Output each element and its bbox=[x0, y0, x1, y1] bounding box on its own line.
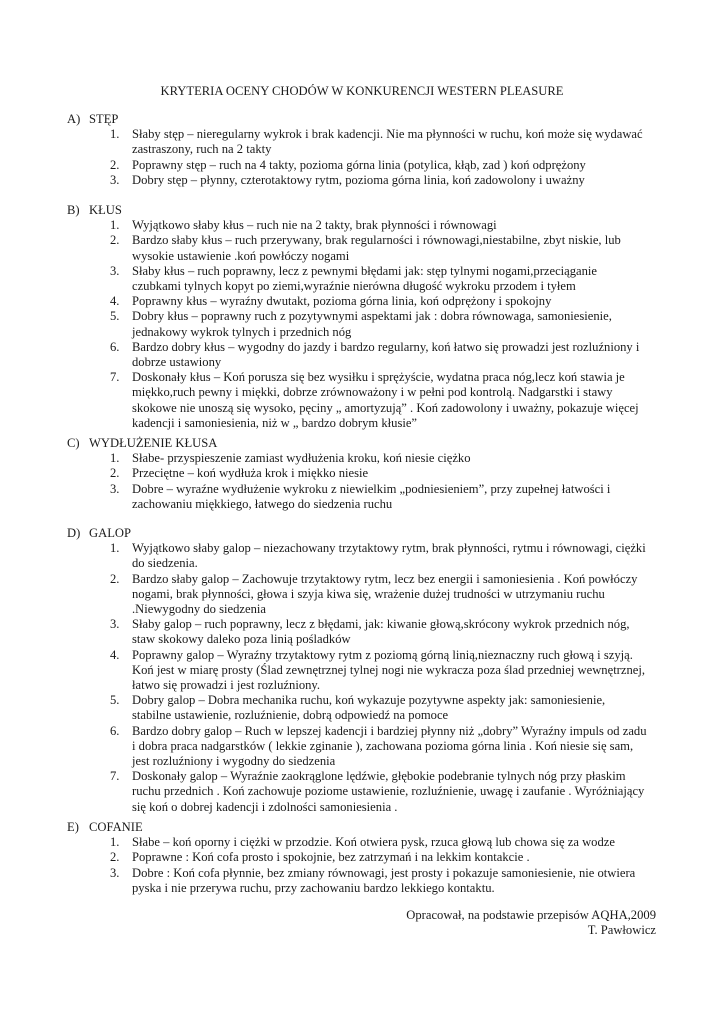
section-title: KŁUS bbox=[89, 203, 122, 217]
section-letter: E) bbox=[67, 820, 79, 834]
item-number: 4. bbox=[110, 647, 120, 662]
item-text-line: zastraszony, ruch na 2 takty bbox=[132, 142, 272, 157]
item-number: 3. bbox=[110, 481, 120, 496]
item-number: 5. bbox=[110, 693, 120, 708]
item-text-line: wysokie ustawienie .koń powłóczy nogami bbox=[132, 248, 350, 263]
item-number: 2. bbox=[110, 466, 120, 481]
page-title: KRYTERIA OCENY CHODÓW W KONKURENCJI WESTERN PLEASURE bbox=[160, 84, 564, 98]
list-item bbox=[67, 158, 667, 173]
item-number: 2. bbox=[110, 571, 120, 586]
item-text-line: Bardzo słaby kłus – ruch przerywany, brak regularności i równowagi,niestabilne, zbyt niskie, lub bbox=[132, 233, 621, 248]
section-heading bbox=[67, 820, 667, 835]
item-text-line: Bardzo dobry kłus – wygodny do jazdy i bardzo regularny, koń łatwo się prowadzi jest rozluźniony i bbox=[132, 339, 640, 354]
item-text-line: Słabe – koń oporny i ciężki w przodzie. Koń otwiera pysk, rzuca głową lub chowa się za wodze bbox=[132, 835, 615, 850]
list-item bbox=[67, 617, 667, 647]
list-item bbox=[67, 127, 667, 157]
item-text-line: Dobry stęp – płynny, czterotaktowy rytm, pozioma górna linia, koń zadowolony i uważny bbox=[132, 172, 585, 187]
item-number: 3. bbox=[110, 865, 120, 880]
section-klus bbox=[67, 203, 667, 431]
list-item bbox=[67, 482, 667, 512]
section-heading bbox=[67, 526, 667, 541]
item-text-line: Dobre : Koń cofa płynnie, bez zmiany równowagi, jest prosty i pokazuje samoniesienie, nie otwiera bbox=[132, 865, 636, 880]
list-item bbox=[67, 648, 667, 694]
item-text-line: czubkami tylnych kopyt po ziemi,wyraźnie nierówna długość wykroku przodem i tyłem bbox=[132, 279, 576, 293]
list-item bbox=[67, 340, 667, 370]
item-number: 7. bbox=[110, 370, 120, 385]
section-heading bbox=[67, 436, 667, 451]
item-number: 1. bbox=[110, 451, 120, 466]
item-number: 1. bbox=[110, 541, 120, 556]
item-text-line: Poprawny stęp – ruch na 4 takty, pozioma górna linia (potylica, kłąb, zad ) koń odprężony bbox=[132, 157, 586, 172]
item-number: 2. bbox=[110, 850, 120, 865]
item-text-line: łatwo się prowadzi i jest rozluźniony. bbox=[132, 678, 321, 693]
footer-source-line: Opracował, na podstawie przepisów AQHA,2009 bbox=[406, 908, 656, 922]
section-title: WYDŁUŻENIE KŁUSA bbox=[89, 436, 218, 450]
section-step bbox=[67, 112, 667, 188]
item-text-line: Słaby galop – ruch poprawny, lecz z błędami, jak: kiwanie głową,skrócony wykrok przednich nóg, bbox=[132, 617, 630, 632]
item-text-line: Bardzo dobry galop – Ruch w lepszej kadencji i bardziej płynny niż „dobry” Wyraźny impuls od zadu bbox=[132, 723, 647, 738]
item-number: 3. bbox=[110, 263, 120, 278]
list-item bbox=[67, 233, 667, 263]
item-text-line: Bardzo słaby galop – Zachowuje trzytaktowy rytm, lecz bez energii i samoniesienia . Koń powłóczy bbox=[132, 571, 638, 586]
item-text-line: Doskonały galop – Wyraźnie zaokrąglone lędźwie, głębokie podebranie tylnych nóg przy płaskim bbox=[132, 769, 626, 784]
item-text-line: kadencji i samoniesienia, niż w „ bardzo dobrym kłusie” bbox=[132, 415, 418, 430]
criteria-list bbox=[67, 835, 667, 896]
item-text-line: skokowe nie unoszą się wysoko, pęciny „ amortyzują” . Koń zadowolony i uważny, pokazuje więcej bbox=[132, 400, 639, 415]
item-text-line: Wyjątkowo słaby galop – niezachowany trzytaktowy rytm, brak płynności, rytmu i równowagi, ciężki bbox=[132, 541, 646, 556]
list-item bbox=[67, 264, 667, 294]
section-letter: B) bbox=[67, 203, 80, 217]
list-item bbox=[67, 866, 667, 896]
section-title: STĘP bbox=[89, 112, 119, 126]
section-heading bbox=[67, 203, 667, 218]
section-heading bbox=[67, 112, 667, 127]
section-title: GALOP bbox=[89, 526, 131, 540]
item-text-line: Poprawny galop – Wyraźny trzytaktowy rytm z poziomą górną linią,nieznaczny ruch głową i szyją. bbox=[132, 647, 633, 662]
item-text-line: Dobry galop – Dobra mechanika ruchu, koń wykazuje pozytywne aspekty jak: samoniesienie, bbox=[132, 693, 606, 708]
footer-author: T. Pawłowicz bbox=[587, 923, 656, 938]
list-item bbox=[67, 294, 667, 309]
criteria-list bbox=[67, 218, 667, 431]
item-text-line: Wyjątkowo słaby kłus – ruch nie na 2 takty, brak płynności i równowagi bbox=[132, 218, 497, 233]
list-item bbox=[67, 309, 667, 339]
list-item bbox=[67, 218, 667, 233]
item-number: 6. bbox=[110, 723, 120, 738]
item-text-line: jednakowy wykrok tylnych i przednich nóg bbox=[132, 324, 352, 339]
item-text-line: nogami, brak płynności, głowa i szyja kiwa się, wrażenie dużej trudności w utrzymaniu ruchu bbox=[132, 586, 605, 601]
item-number: 6. bbox=[110, 339, 120, 354]
item-text-line: Dobre – wyraźne wydłużenie wykroku z niewielkim „podniesieniem”, przy zupełnej łatwości i bbox=[132, 481, 611, 496]
item-text-line: Poprawne : Koń cofa prosto i spokojnie, bez zatrzymań i na lekkim kontakcie . bbox=[132, 850, 530, 865]
item-number: 1. bbox=[110, 127, 120, 142]
list-item bbox=[67, 541, 667, 571]
item-text-line: się koń o dobrej kadencji i zdolności samoniesienia . bbox=[132, 799, 398, 814]
section-letter: A) bbox=[67, 112, 81, 126]
item-text-line: Doskonały kłus – Koń porusza się bez wysiłku i sprężyście, wydatna praca nóg,lecz koń stawia je bbox=[132, 370, 625, 385]
item-number: 2. bbox=[110, 157, 120, 172]
item-text-line: Koń jest w miarę prosty (Ślad zewnętrznej tylnej nogi nie wykracza poza ślad przedniej wewnętrznej, bbox=[132, 662, 646, 677]
list-item bbox=[67, 835, 667, 850]
list-item bbox=[67, 693, 667, 723]
item-text-line: miękko,ruch pewny i miękki, dobrze zrównoważony i w pełni pod kontrolą. Nadgarstki i stawy bbox=[132, 385, 613, 400]
item-number: 4. bbox=[110, 294, 120, 309]
list-item bbox=[67, 724, 667, 770]
item-text-line: dobrze ustawiony bbox=[132, 355, 222, 370]
item-number: 3. bbox=[110, 172, 120, 187]
item-text-line: Słabe- przyspieszenie zamiast wydłużenia kroku, koń niesie ciężko bbox=[132, 451, 471, 466]
item-text-line: Słaby stęp – nieregularny wykrok i brak kadencji. Nie ma płynności w ruchu, koń może się wydawać bbox=[132, 127, 643, 142]
criteria-list bbox=[67, 127, 667, 188]
item-text-line: Przeciętne – koń wydłuża krok i miękko niesie bbox=[132, 466, 369, 481]
item-number: 1. bbox=[110, 218, 120, 233]
item-text-line: do siedzenia. bbox=[132, 556, 198, 571]
author-footer bbox=[406, 908, 656, 938]
item-number: 2. bbox=[110, 233, 120, 248]
item-number: 3. bbox=[110, 617, 120, 632]
list-item bbox=[67, 370, 667, 431]
criteria-list bbox=[67, 451, 667, 512]
list-item bbox=[67, 572, 667, 618]
item-number: 5. bbox=[110, 309, 120, 324]
section-galop bbox=[67, 526, 667, 815]
item-text-line: .Niewygodny do siedzenia bbox=[132, 602, 266, 616]
list-item bbox=[67, 769, 667, 815]
list-item bbox=[67, 850, 667, 865]
item-number: 1. bbox=[110, 835, 120, 850]
section-title: COFANIE bbox=[89, 820, 143, 834]
item-text-line: stabilne ustawienie, rozluźnienie, dobrą odpowiedź na pomoce bbox=[132, 708, 449, 723]
item-text-line: ruchu przednich . Koń zachowuje poziome ustawienie, rozluźnienie, uwagę i zaufanie . Wyróżniający bbox=[132, 784, 645, 799]
item-text-line: pyska i nie przerywa ruchu, przy zachowaniu bardzo lekkiego kontaktu. bbox=[132, 880, 495, 895]
section-letter: D) bbox=[67, 526, 81, 540]
item-text-line: i dobra praca nadgarstków ( lekkie zginanie ), zachowana pozioma górna linia . Koń niesie się sam, bbox=[132, 738, 634, 753]
section-letter: C) bbox=[67, 436, 80, 450]
item-text-line: jest rozluźniony i wygodny do siedzenia bbox=[132, 754, 336, 769]
section-cofanie bbox=[67, 820, 667, 896]
criteria-list bbox=[67, 541, 667, 815]
list-item bbox=[67, 173, 667, 188]
item-text-line: Słaby kłus – ruch poprawny, lecz z pewnymi błędami jak: stęp tylnymi nogami,przeciąganie bbox=[132, 263, 598, 278]
item-number: 7. bbox=[110, 769, 120, 784]
section-wydluzenie bbox=[67, 436, 667, 512]
item-text-line: zachowaniu miękkiego, łatwego do siedzenia ruchu bbox=[132, 496, 393, 511]
item-text-line: Dobry kłus – poprawny ruch z pozytywnymi aspektami jak : dobra równowaga, samoniesienie, bbox=[132, 309, 612, 324]
item-text-line: staw skokowy daleko poza linią pośladków bbox=[132, 632, 351, 647]
list-item bbox=[67, 466, 667, 481]
list-item bbox=[67, 451, 667, 466]
item-text-line: Poprawny kłus – wyraźny dwutakt, pozioma górna linia, koń odprężony i spokojny bbox=[132, 294, 552, 309]
